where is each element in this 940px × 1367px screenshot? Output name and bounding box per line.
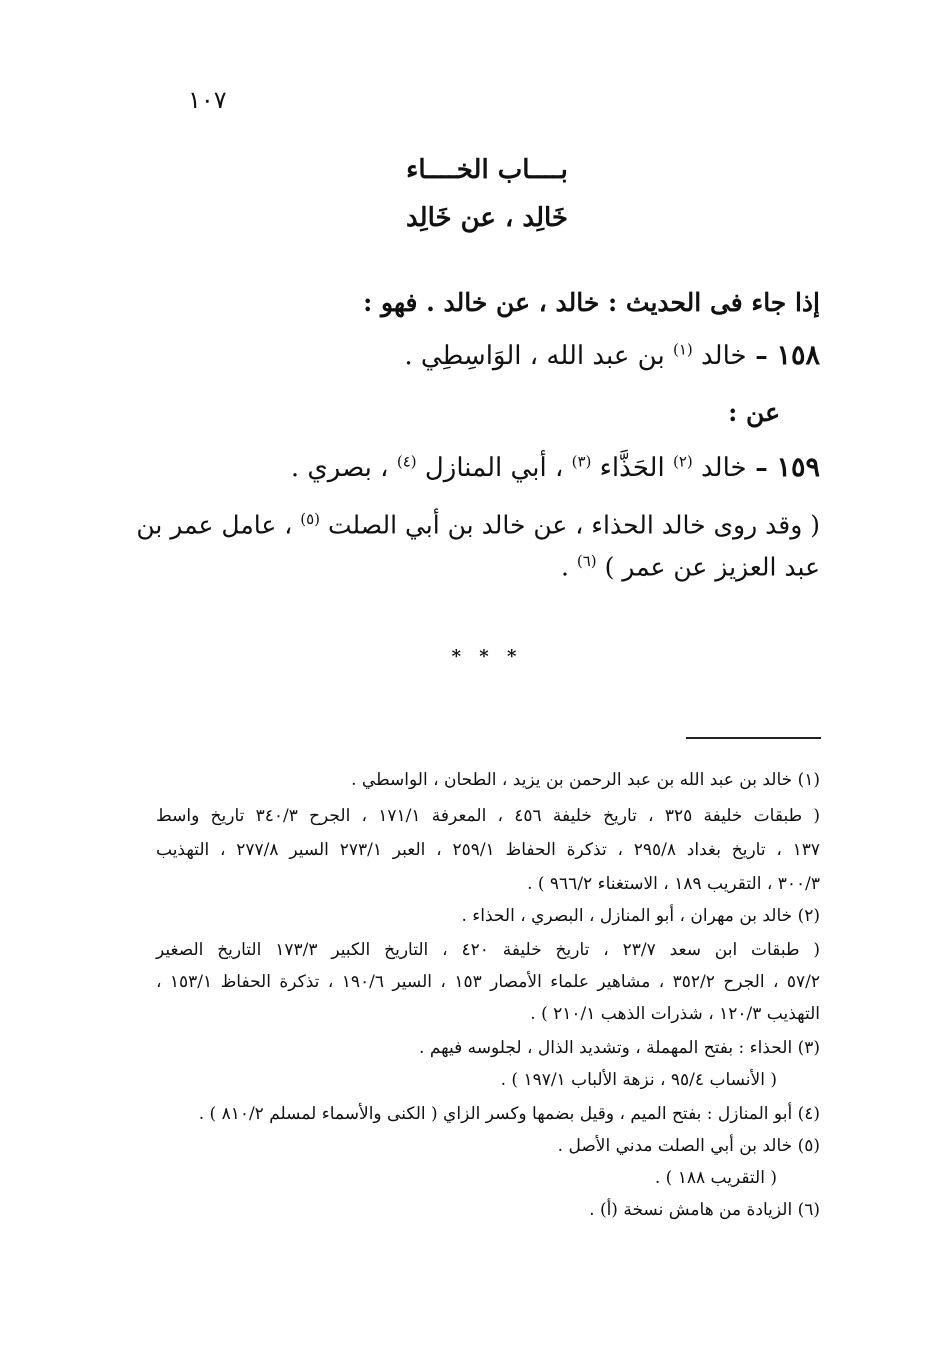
footnote-1: (١) خالد بن عبد الله بن عبد الرحمن بن يزيد ، الطحان ، الواسطي . <box>351 770 820 790</box>
footnote-1-refs-line-1: ( طبقات خليفة ٣٢٥ ، تاريخ خليفة ٤٥٦ ، المعرفة ١٧١/١ ، الجرح ٣٤٠/٣ تاريخ واسط <box>156 806 820 826</box>
entry-name-rest: بن عبد الله ، الوَاسِطِي . <box>404 341 673 371</box>
paragraph-text: ، عامل عمر بن <box>136 510 301 540</box>
footnote-ref: (٥) <box>300 510 320 528</box>
entry-158 <box>404 340 820 371</box>
paragraph-text: عبد العزيز عن عمر ) <box>596 552 820 582</box>
footnote-ref: (٤) <box>396 452 417 471</box>
footnote-3: (٣) الحذاء : بفتح المهملة ، وتشديد الذال ، لجلوسه فيهم . <box>419 1038 820 1058</box>
entry-dash: – <box>746 453 777 482</box>
footnote-ref: (٦) <box>576 552 597 570</box>
entry-name-part: الحَذَّاء <box>591 453 673 483</box>
footnote-4: (٤) أبو المنازل : بفتح الميم ، وقيل بضمها وكسر الزاي ( الكنى والأسماء لمسلم ٨١٠/٢ ) . <box>198 1104 820 1124</box>
intro-line: إذا جاء فى الحديث : خالد ، عن خالد . فهو : <box>363 288 820 317</box>
footnote-ref: (٣) <box>571 452 592 471</box>
entry-number: ١٥٨ <box>776 340 820 371</box>
chapter-subtitle: خَالِد ، عن خَالِد <box>406 203 568 233</box>
paragraph-text: . <box>560 552 577 582</box>
footnote-1-refs-line-3: ٣٠٠/٣ ، التقريب ١٨٩ ، الاستغناء ٩٦٦/٢ ) . <box>527 874 820 894</box>
entry-name: خالد <box>692 341 747 371</box>
footnote-ref: (٢) <box>672 452 693 471</box>
footnote-5: (٥) خالد بن أبي الصلت مدني الأصل . <box>557 1136 820 1156</box>
footnote-1-refs-line-2: ١٣٧ ، تاريخ بغداد ٢٩٥/٨ ، تذكرة الحفاظ ٢٥٩/١ ، العبر ٢٧٣/١ السير ٢٧٧/٨ ، التهذيب <box>156 840 821 860</box>
paragraph-line-1 <box>136 510 820 540</box>
section-separator: * * * <box>451 646 523 667</box>
entry-number: ١٥٩ <box>776 452 820 483</box>
paragraph-line-2 <box>156 552 820 581</box>
footnote-2-refs-line-3: التهذيب ١٢٠/٣ ، شذرات الذهب ٢١٠/١ ) . <box>530 1004 820 1024</box>
entry-dash: – <box>746 341 777 370</box>
an-label: عن : <box>728 398 780 427</box>
footnote-6: (٦) الزيادة من هامش نسخة (أ) . <box>589 1200 820 1220</box>
footnote-2-refs-line-2: ٥٧/٢ ، الجرح ٣٥٢/٢ ، مشاهير علماء الأمصار ١٥٣ ، السير ١٩٠/٦ ، تذكرة الحفاظ ١٥٣/١ ، <box>156 972 820 992</box>
entry-159 <box>291 452 820 483</box>
footnote-2: (٢) خالد بن مهران ، أبو المنازل ، البصري ، الحذاء . <box>461 906 820 926</box>
footnote-3-refs: ( الأنساب ٩٥/٤ ، نزهة الألباب ١٩٧/١ ) . <box>500 1070 777 1090</box>
footnote-ref: (١) <box>672 340 693 359</box>
footnote-5-refs: ( التقريب ١٨٨ ) . <box>654 1168 777 1188</box>
entry-name-part: ، أبي المنازل <box>416 453 572 483</box>
entry-name: خالد <box>692 453 747 483</box>
page-number: ١٠٧ <box>188 86 227 114</box>
paragraph-text: ( وقد روى خالد الحذاء ، عن خالد بن أبي الصلت <box>320 510 820 540</box>
footnote-rule <box>686 737 821 739</box>
footnote-2-refs-line-1: ( طبقات ابن سعد ٢٣/٧ ، تاريخ خليفة ٤٢٠ ، التاريخ الكبير ١٧٣/٣ التاريخ الصغير <box>156 940 820 960</box>
chapter-title: بــــاب الخــــاء <box>406 155 568 185</box>
entry-name-part: ، بصري . <box>290 453 397 483</box>
